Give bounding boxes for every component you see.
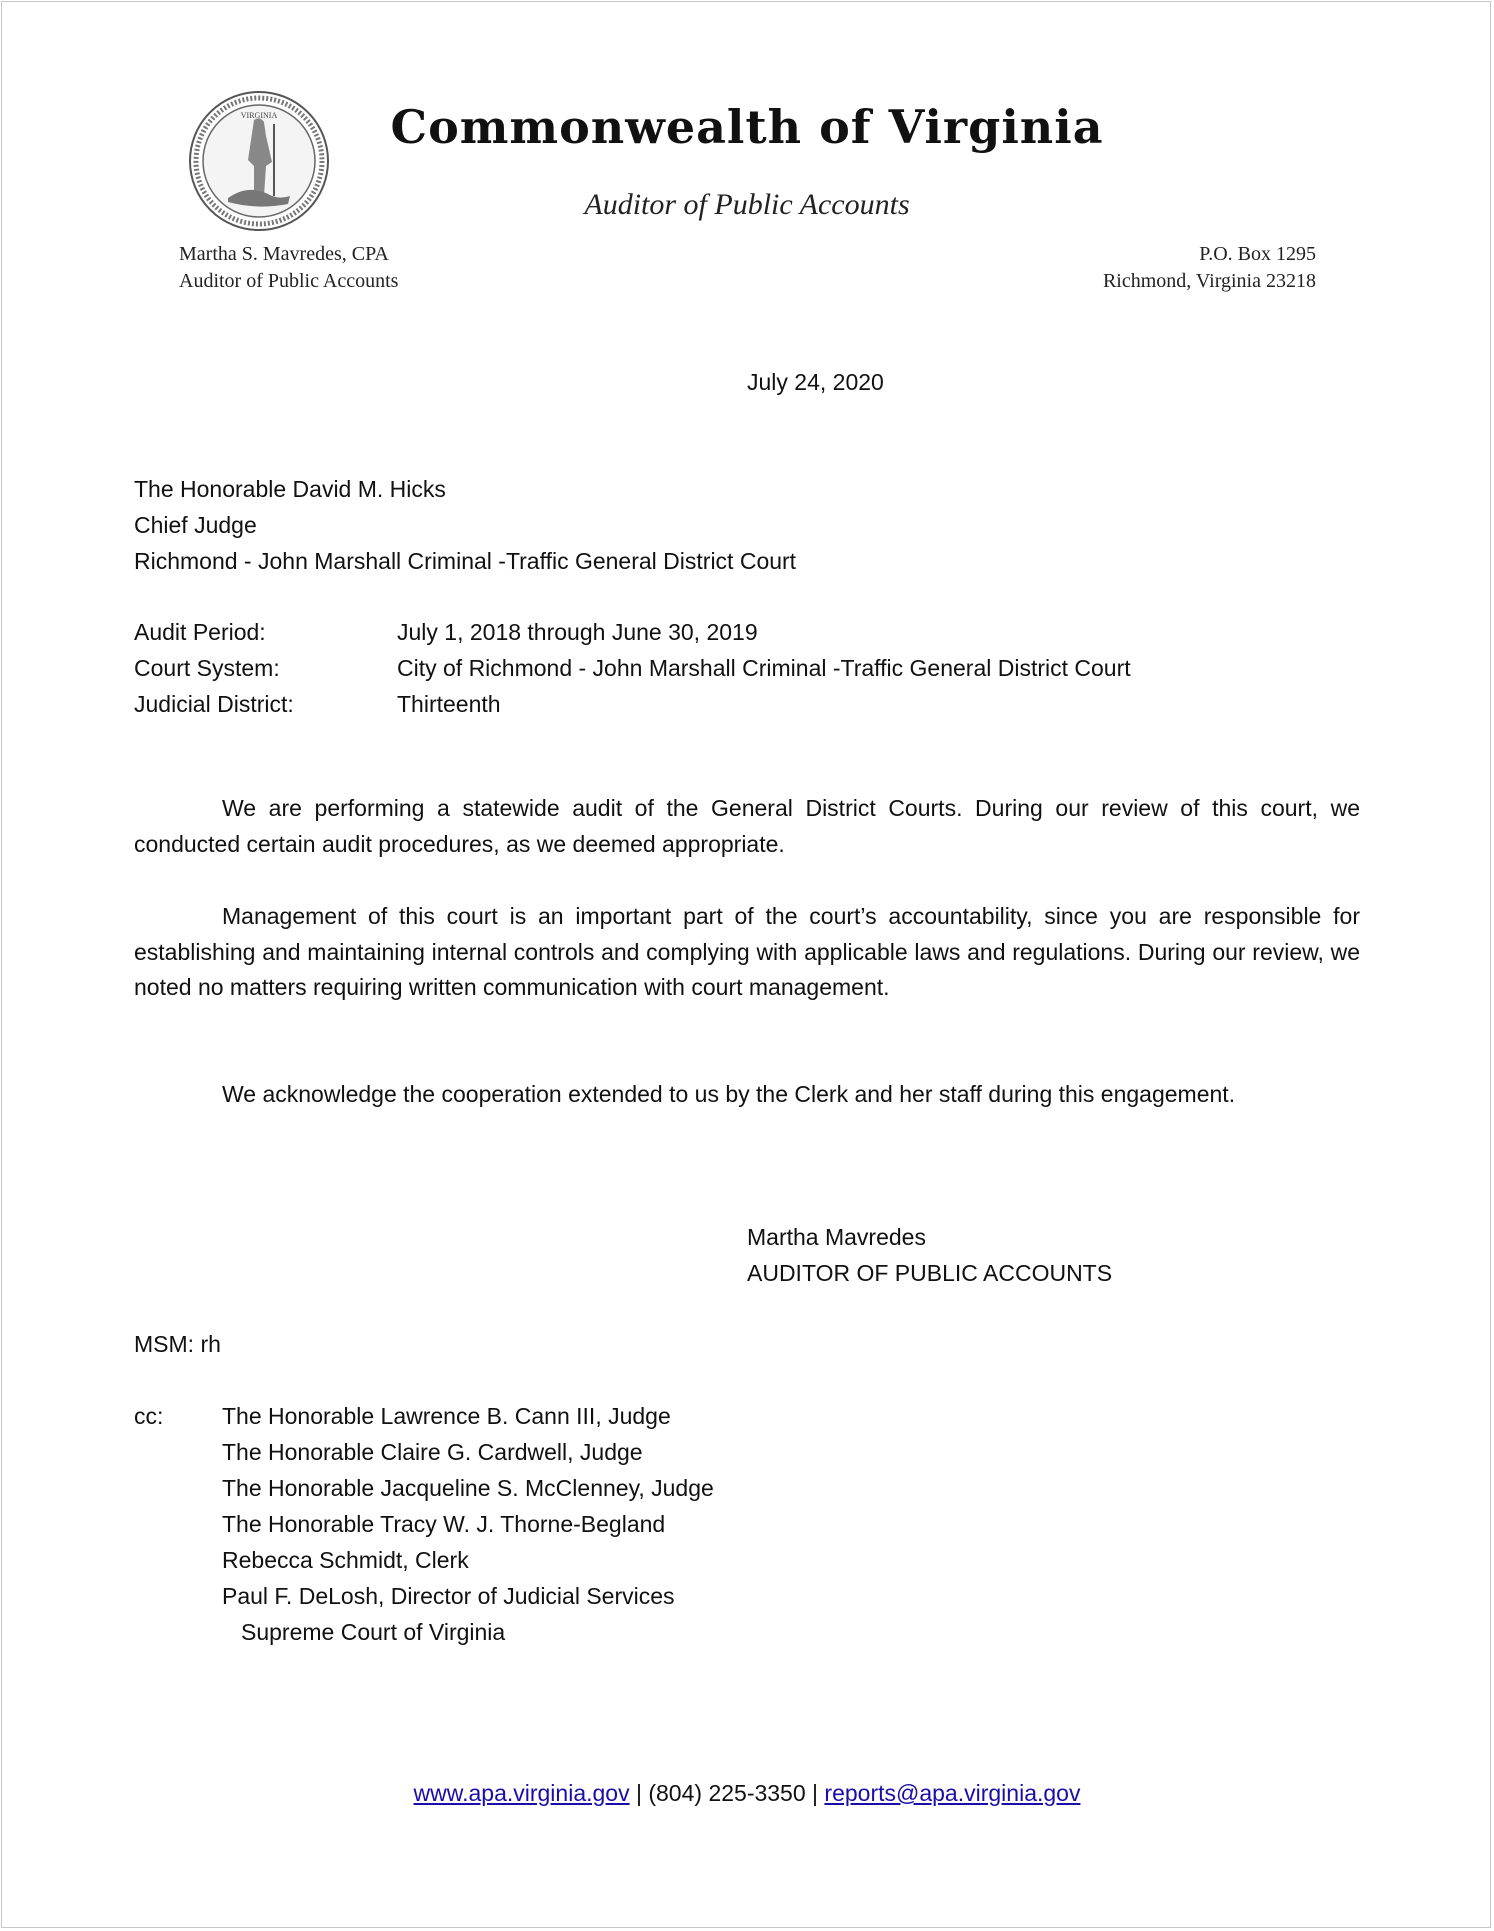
cc-recipient: The Honorable Claire G. Cardwell, Judge [222,1439,643,1465]
judicial-district-row [134,686,1131,722]
auditor-name: Martha S. Mavredes, CPA [179,243,389,265]
paragraph-3: We acknowledge the cooperation extended to us by the Clerk and her staff during this engagement. [222,1081,1236,1107]
cc-recipient: Supreme Court of Virginia [241,1619,506,1645]
footer-separator: | [812,1780,819,1806]
phone-number: (804) 225-3350 [648,1780,806,1806]
cc-recipient: The Honorable Tracy W. J. Thorne-Begland [222,1511,666,1537]
audit-period-label: Audit Period: [134,619,266,645]
po-box: P.O. Box 1295 [1199,243,1316,265]
addressee-title: Chief Judge [134,512,257,538]
city-state-zip: Richmond, Virginia 23218 [1102,270,1316,292]
signature-block [747,1219,1112,1291]
letterhead-subtitle: Auditor of Public Accounts [584,188,910,221]
cc-label: cc: [134,1403,164,1429]
letter-date: July 24, 2020 [747,369,884,395]
court-system-value: City of Richmond - John Marshall Criminal -Traffic General District Court [397,655,1131,681]
court-system-row [134,650,1131,686]
initials: MSM: rh [134,1331,221,1357]
auditor-title: Auditor of Public Accounts [179,270,399,292]
website-link[interactable]: www.apa.virginia.gov [413,1780,630,1806]
audit-period-row [134,614,1131,650]
addressee-name: The Honorable David M. Hicks [134,476,446,502]
judicial-district-label: Judicial District: [134,691,294,717]
signer-name: Martha Mavredes [747,1224,926,1250]
footer-separator: | [635,1780,642,1806]
audit-period-value: July 1, 2018 through June 30, 2019 [397,619,758,645]
cc-recipient: The Honorable Jacqueline S. McClenney, Judge [222,1475,714,1501]
auditor-name-block [179,241,398,295]
signer-title: AUDITOR OF PUBLIC ACCOUNTS [747,1260,1113,1286]
cc-recipient: Rebecca Schmidt, Clerk [222,1547,469,1573]
letterhead-title: Commonwealth of Virginia [390,100,1104,154]
svg-text:VIRGINIA: VIRGINIA [240,111,278,120]
audit-info [134,614,1131,722]
cc-list [222,1398,714,1650]
address-block [1103,241,1316,295]
court-system-label: Court System: [134,655,280,681]
email-link[interactable]: reports@apa.virginia.gov [824,1780,1081,1806]
addressee-block [134,471,796,579]
judicial-district-value: Thirteenth [397,691,501,717]
addressee-court: Richmond - John Marshall Criminal -Traffic General District Court [134,548,797,574]
cc-recipient: The Honorable Lawrence B. Cann III, Judge [222,1403,671,1429]
footer [0,1780,1494,1807]
cc-recipient: Paul F. DeLosh, Director of Judicial Services [222,1583,675,1609]
paragraph-2: Management of this court is an important part of the court’s accountability, since you are responsible for establishing and maintaining internal controls and complying with applicable laws and regulations. During our review, we noted no matters requiring written communication with court management. [134,903,1360,1001]
paragraph-1: We are performing a statewide audit of the General District Courts. During our review of this court, we conducted certain audit procedures, as we deemed appropriate. [134,795,1360,857]
